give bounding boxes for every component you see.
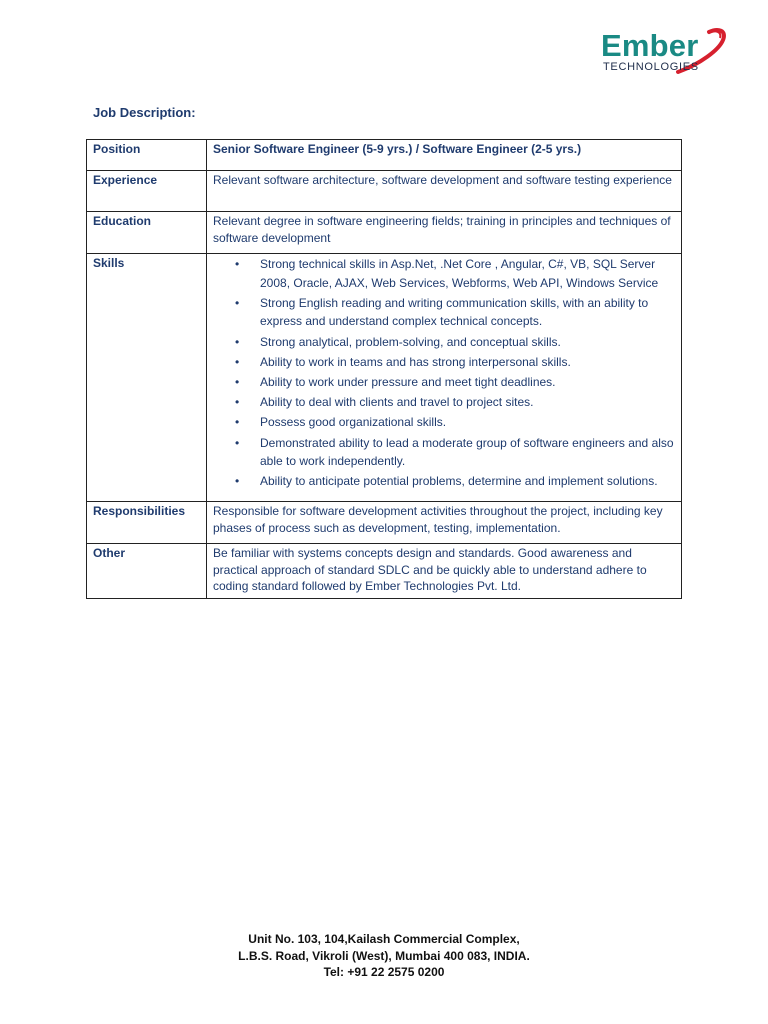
list-item	[235, 333, 675, 352]
skill-text: Ability to work in teams and has strong interpersonal skills.	[260, 354, 571, 369]
experience-label: Experience	[87, 171, 207, 212]
bullet-icon: •	[235, 474, 240, 489]
skill-text: Ability to work under pressure and meet tight deadlines.	[260, 374, 556, 389]
skill-text: Possess good organizational skills.	[260, 415, 447, 430]
list-item	[235, 353, 675, 372]
skills-list	[213, 255, 675, 498]
table-row-skills	[87, 254, 682, 502]
page-heading: Job Description:	[93, 105, 196, 120]
bullet-icon: •	[235, 334, 240, 349]
footer-address	[0, 931, 768, 981]
responsibilities-label: Responsibilities	[87, 502, 207, 544]
skill-text: Ability to deal with clients and travel to project sites.	[260, 395, 534, 410]
responsibilities-value: Responsible for software development activities throughout the project, including key phases of process such as development, testing, implementation.	[207, 502, 682, 544]
position-value: Senior Software Engineer (5-9 yrs.) / Software Engineer (2-5 yrs.)	[207, 140, 682, 171]
bullet-icon: •	[235, 257, 240, 271]
logo-tagline: TECHNOLOGIES	[603, 61, 699, 73]
list-item	[235, 413, 675, 432]
skill-text: Ability to anticipate potential problems, determine and implement solutions.	[260, 474, 658, 489]
list-item	[235, 472, 675, 491]
education-value: Relevant degree in software engineering fields; training in principles and techniques of software development	[207, 212, 682, 254]
list-item	[235, 434, 675, 471]
table-row-other	[87, 544, 682, 599]
bullet-icon: •	[235, 295, 240, 310]
table-row-position	[87, 140, 682, 171]
ember-logo	[596, 26, 736, 76]
bullet-icon: •	[235, 415, 240, 430]
table-row-responsibilities	[87, 502, 682, 544]
skills-value	[207, 254, 682, 502]
bullet-icon: •	[235, 435, 240, 450]
other-value: Be familiar with systems concepts design and standards. Good awareness and practical approach of standard SDLC and be quickly able to understand adhere to coding standard followed by Ember Technologies Pvt. Ltd.	[207, 544, 682, 599]
skills-label: Skills	[87, 254, 207, 502]
bullet-icon: •	[235, 395, 240, 410]
footer-line-1: Unit No. 103, 104,Kailash Commercial Complex,	[248, 932, 520, 946]
table-row-experience	[87, 171, 682, 212]
position-label: Position	[87, 140, 207, 171]
skill-text: Demonstrated ability to lead a moderate group of software engineers and also able to work independently.	[260, 435, 674, 469]
job-description-table	[86, 139, 682, 599]
skill-text: Strong English reading and writing communication skills, with an ability to express and understand complex technical concepts.	[260, 295, 649, 329]
skill-text: Strong technical skills in Asp.Net, .Net Core , Angular, C#, VB, SQL Server 2008, Oracle, AJAX, Web Services, Webforms, Web API, Windows Service	[260, 257, 659, 290]
other-label: Other	[87, 544, 207, 599]
footer-line-2: L.B.S. Road, Vikroli (West), Mumbai 400 083, INDIA.	[238, 948, 530, 963]
list-item	[235, 255, 675, 292]
list-item	[235, 393, 675, 412]
bullet-icon: •	[235, 354, 240, 369]
logo-wordmark: Ember	[601, 28, 699, 63]
list-item	[235, 373, 675, 392]
education-label: Education	[87, 212, 207, 254]
experience-value: Relevant software architecture, software development and software testing experience	[207, 171, 682, 212]
skill-text: Strong analytical, problem-solving, and conceptual skills.	[260, 334, 561, 349]
table-row-education	[87, 212, 682, 254]
footer-line-3: Tel: +91 22 2575 0200	[323, 965, 445, 979]
bullet-icon: •	[235, 374, 240, 389]
list-item	[235, 294, 675, 331]
